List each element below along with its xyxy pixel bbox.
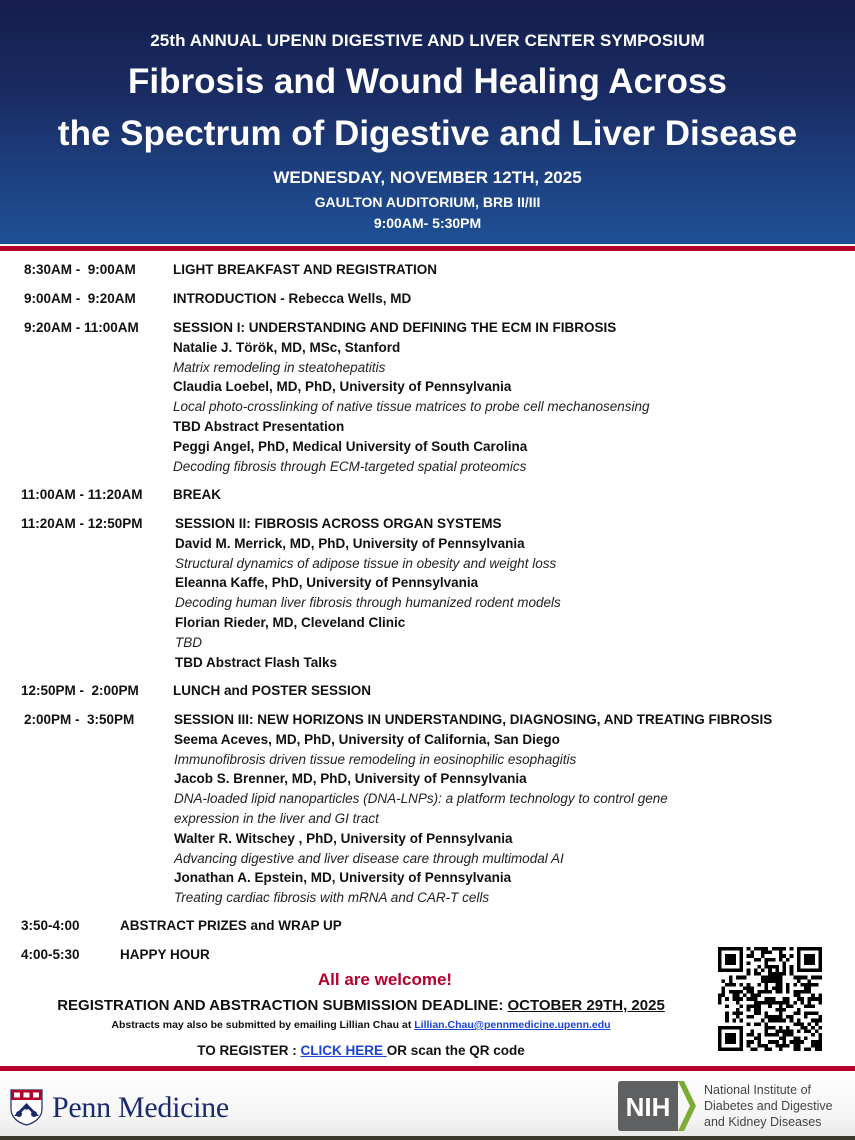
agenda-time: 3:50-4:00 [21, 918, 80, 933]
penn-medicine-wordmark: Penn Medicine [52, 1090, 229, 1124]
register-line [0, 1043, 722, 1058]
qr-code-icon[interactable] [718, 947, 822, 1051]
speaker-name: Seema Aceves, MD, PhD, University of California, San Diego [174, 731, 560, 747]
agenda-time: 4:00-5:30 [21, 947, 80, 962]
session-title: SESSION I: UNDERSTANDING AND DEFINING THE ECM IN FIBROSIS [173, 320, 617, 335]
email-note-text: Abstracts may also be submitted by emailing Lillian Chau at [111, 1019, 415, 1031]
deadline-label: REGISTRATION AND ABSTRACTION SUBMISSION DEADLINE: [57, 997, 508, 1014]
speaker-name: Claudia Loebel, MD, PhD, University of Pennsylvania [173, 379, 512, 395]
welcome-message: All are welcome! [317, 970, 453, 989]
niddk-line3: and Kidney Diseases [704, 1115, 822, 1129]
talk-title: Local photo-crosslinking of native tissue matrices to probe cell mechanosensing [173, 399, 650, 415]
speaker-name: Peggi Angel, PhD, Medical University of South Carolina [173, 438, 528, 454]
agenda-time: 9:00AM - 9:20AM [24, 291, 136, 306]
email-link[interactable]: Lillian.Chau@pennmedicine.upenn.edu [414, 1019, 611, 1031]
penn-shield-icon [10, 1089, 43, 1126]
registration-deadline [0, 997, 722, 1014]
agenda-title: INTRODUCTION - Rebecca Wells, MD [173, 291, 412, 306]
register-suffix: OR scan the QR code [386, 1043, 525, 1058]
agenda-title: ABSTRACT PRIZES and WRAP UP [120, 918, 342, 933]
event-title-line2: the Spectrum of Digestive and Liver Disease [57, 114, 798, 153]
talk-title: Advancing digestive and liver disease care through multimodal AI [174, 850, 564, 866]
talk-title: TBD [175, 634, 202, 650]
speaker-name: Walter R. Witschey , PhD, University of Pennsylvania [174, 830, 513, 846]
agenda-time: 12:50PM - 2:00PM [21, 683, 139, 698]
event-hours: 9:00AM- 5:30PM [373, 215, 482, 231]
agenda-time: 2:00PM - 3:50PM [24, 712, 135, 727]
svg-text:NIH: NIH [625, 1092, 671, 1122]
speaker-name: TBD Abstract Flash Talks [175, 654, 338, 670]
talk-title: Treating cardiac fibrosis with mRNA and CAR-T cells [174, 890, 490, 906]
session-title: SESSION III: NEW HORIZONS IN UNDERSTANDING, DIAGNOSING, AND TREATING FIBROSIS [174, 712, 773, 727]
email-note [0, 1019, 722, 1031]
speaker-name: Jonathan A. Epstein, MD, University of Pennsylvania [174, 870, 512, 886]
talk-title: Immunofibrosis driven tissue remodeling in eosinophilic esophagitis [174, 751, 577, 767]
header-divider-red [0, 246, 855, 251]
event-venue: GAULTON AUDITORIUM, BRB II/III [314, 194, 541, 210]
talk-title: Matrix remodeling in steatohepatitis [173, 359, 386, 375]
event-title-line1: Fibrosis and Wound Healing Across [128, 62, 727, 101]
agenda-title: LIGHT BREAKFAST AND REGISTRATION [173, 262, 437, 277]
agenda-time: 9:20AM - 11:00AM [24, 320, 139, 335]
symposium-kicker: 25th ANNUAL UPENN DIGESTIVE AND LIVER CENTER SYMPOSIUM [150, 31, 705, 50]
talk-title: Structural dynamics of adipose tissue in obesity and weight loss [175, 555, 557, 571]
niddk-name [704, 1082, 833, 1130]
agenda-time: 8:30AM - 9:00AM [24, 262, 136, 277]
click-here-link[interactable]: CLICK HERE [300, 1043, 387, 1058]
speaker-name: Jacob S. Brenner, MD, PhD, University of Pennsylvania [174, 771, 527, 787]
register-label: TO REGISTER : [197, 1043, 301, 1058]
talk-title: Decoding fibrosis through ECM-targeted spatial proteomics [173, 458, 527, 474]
speaker-name: TBD Abstract Presentation [173, 418, 345, 434]
talk-title: Decoding human liver fibrosis through humanized rodent models [175, 595, 561, 611]
agenda-title: LUNCH and POSTER SESSION [173, 683, 372, 698]
event-header [0, 0, 855, 242]
footer-logos [0, 1071, 855, 1140]
talk-title-continued: expression in the liver and GI tract [174, 810, 379, 826]
penn-medicine-logo [10, 1089, 229, 1126]
niddk-line1: National Institute of [704, 1083, 812, 1097]
speaker-name: Florian Rieder, MD, Cleveland Clinic [175, 614, 406, 630]
niddk-line2: Diabetes and Digestive [704, 1099, 833, 1113]
agenda-time: 11:20AM - 12:50PM [21, 516, 143, 531]
speaker-name: David M. Merrick, MD, PhD, University of Pennsylvania [175, 535, 525, 551]
speaker-name: Natalie J. Török, MD, MSc, Stanford [173, 339, 401, 355]
agenda-title: HAPPY HOUR [120, 947, 210, 962]
footer-photo-edge [0, 1136, 855, 1140]
agenda-title: BREAK [173, 487, 222, 502]
event-date: WEDNESDAY, NOVEMBER 12TH, 2025 [273, 168, 582, 187]
session-title: SESSION II: FIBROSIS ACROSS ORGAN SYSTEMS [175, 516, 502, 531]
agenda-time: 11:00AM - 11:20AM [21, 487, 143, 502]
talk-title: DNA-loaded lipid nanoparticles (DNA-LNPs): a platform technology to control gene [174, 791, 668, 807]
deadline-date: OCTOBER 29TH, 2025 [507, 997, 665, 1014]
niddk-logo [618, 1081, 833, 1131]
speaker-name: Eleanna Kaffe, PhD, University of Pennsylvania [175, 575, 479, 591]
nih-badge-icon [618, 1081, 698, 1131]
